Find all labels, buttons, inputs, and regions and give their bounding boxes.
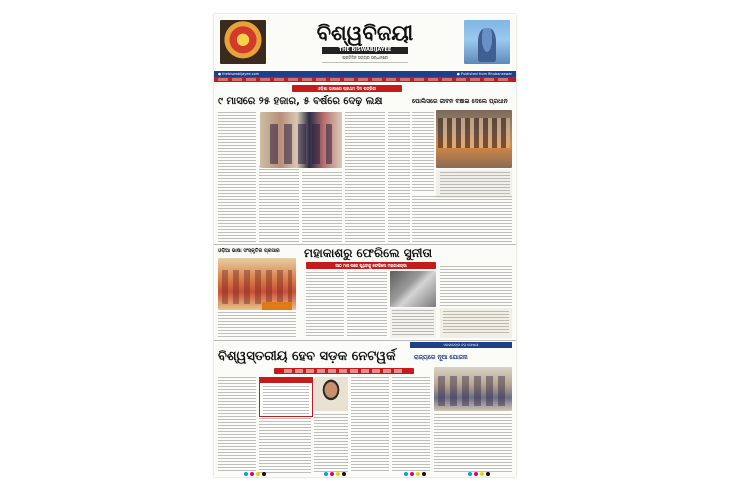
- top-story-column-2: [259, 166, 299, 242]
- top-right-column-1: [388, 112, 410, 242]
- top-story-photo-figures: [270, 124, 332, 164]
- mid-story-column-2: [347, 272, 387, 338]
- mid-story-column-1: [306, 272, 344, 338]
- mid-right-shaded-box: [440, 308, 512, 338]
- masthead-info-text: [322, 62, 408, 65]
- mid-left-photo-figures: [222, 270, 292, 304]
- bottom-right-photo-figures: [438, 376, 508, 406]
- top-right-bullets: [436, 170, 512, 198]
- headline-mid-main: ମହାକାଶରୁ ଫେରିଲେ ସୁନୀତା: [304, 246, 433, 260]
- headline-bottom-main: ବିଶ୍ୱସ୍ତରୀୟ ହେବ ସଡ଼କ ନେଟୱର୍କ: [218, 349, 396, 364]
- top-story-column-4: [345, 112, 385, 242]
- headline-bottom-sub: ରାଜ୍ୟରେ ନୂଆ ଯୋଜନା: [414, 354, 468, 361]
- top-right-column-2: [412, 112, 434, 192]
- bottom-kicker-ribbon: [410, 342, 512, 348]
- deity-figure-right: [478, 28, 496, 62]
- top-right-column-3: [412, 196, 512, 242]
- bottom-kicker: ସରକାରଙ୍କ ବଡ଼ ଘୋଷଣା: [443, 343, 479, 347]
- masthead: [214, 14, 516, 70]
- top-story-column-1: [218, 112, 256, 242]
- bottom-right-column-text: [434, 414, 512, 473]
- section-divider-bottom: [214, 340, 516, 341]
- headline-mid-left: ଓଡ଼ିଆ ଭାଷା ସଂସ୍କୃତିର ପ୍ରସାର: [218, 248, 280, 254]
- mid-left-caption-box: [262, 302, 292, 310]
- headline-right-top: ପୋଲିସରେ ଜୀବନ ବଞ୍ଚାଇ ଦେଲେ ପ୍ରଧାନ: [412, 98, 508, 105]
- mid-sub-ribbon: [306, 262, 436, 269]
- info-bar-right: ● Published from Bhubaneswar: [456, 72, 512, 76]
- info-bar-left: ● thebiswabijayee.com: [218, 72, 260, 76]
- newspaper-page: [214, 14, 516, 477]
- headline-mid-sub: ଆଠ ମାସ ପରେ ପୃଥିବୀକୁ ଫେରିଲେ ମହାକାଶଚାରୀ: [335, 263, 407, 268]
- mid-left-column-text: [218, 312, 296, 338]
- bottom-column-5: [392, 377, 430, 473]
- bottom-column-4: [351, 377, 389, 473]
- bottom-column-1: [218, 377, 256, 473]
- bottom-bullets-box: [259, 377, 313, 417]
- bottom-column-2: [259, 418, 311, 473]
- index-bar-text: [218, 78, 512, 81]
- deity-image-left: [220, 20, 266, 64]
- bottom-portrait: [314, 377, 348, 411]
- section-ribbon-text: ଓଡ଼ିଶା ଭାଷାରେ ପ୍ରଥମ ଦିନ ପତ୍ରିକା: [317, 86, 377, 91]
- bottom-sub-ribbon: [274, 368, 414, 374]
- mid-right-column-text: [440, 266, 512, 306]
- masthead-tagline: ପ୍ରତିଦିନ ସତ୍ୟର ସନ୍ଧାନରେ: [342, 55, 388, 60]
- section-ribbon: [292, 85, 402, 92]
- masthead-subtitle: THE BISWABIJAYEE: [322, 47, 408, 54]
- headline-top-story: ୯ ମାସରେ ୨୫ ହଜାର, ୫ ବର୍ଷରେ ଦେଢ଼ ଲକ୍ଷ: [218, 96, 383, 107]
- top-right-photo-crowd: [438, 118, 510, 148]
- mid-astronaut-photo: [390, 271, 436, 307]
- top-story-column-3: [302, 172, 342, 242]
- bottom-column-3: [314, 414, 348, 473]
- masthead-title: ବିଶ୍ୱବିଜୟୀ: [316, 20, 414, 45]
- registration-marks: [214, 472, 516, 477]
- mid-highlights-box: [390, 308, 436, 338]
